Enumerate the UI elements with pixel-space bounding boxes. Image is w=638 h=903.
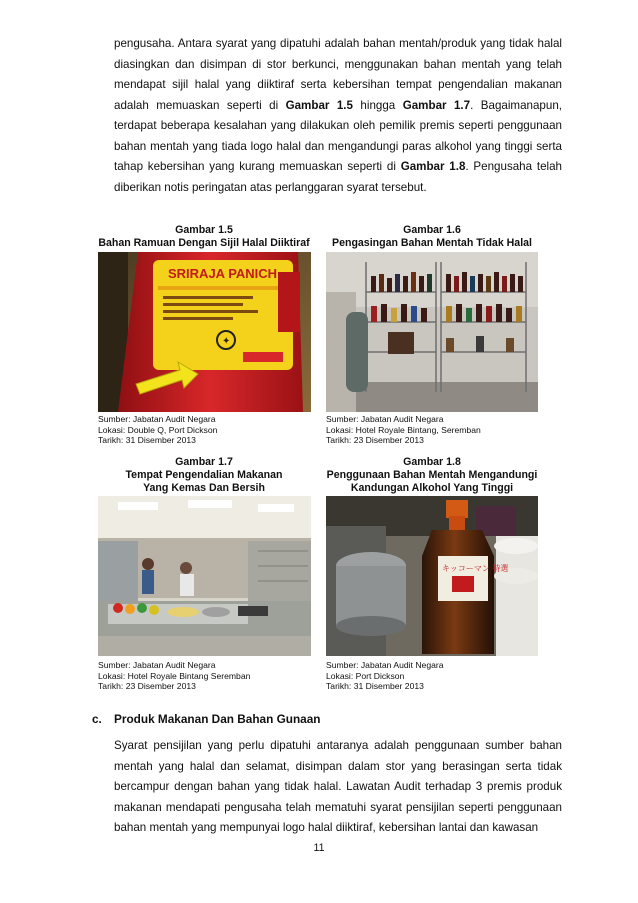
intro-text-2: hingga xyxy=(352,98,403,112)
figure-title: Bahan Ramuan Dengan Sijil Halal Diiktiraf xyxy=(98,237,310,249)
figure-title-line-2: Yang Kemas Dan Bersih xyxy=(143,482,265,494)
figure-1-7-photo xyxy=(98,496,311,656)
intro-text-3: . Bagaimanapun, terdapat beberapa kesalahan yang dilakukan oleh pemilik premis seperti penggunaan bahan mentah yang tiada logo halal dan mengandungi paras alkohol yang tinggi serta tahap kebersihan yang kurang memuaskan seperti di xyxy=(114,98,563,173)
figure-number: Gambar 1.5 xyxy=(175,224,233,236)
figure-number: Gambar 1.7 xyxy=(175,456,233,468)
figure-title-line-2: Kandungan Alkohol Yang Tinggi xyxy=(350,482,514,494)
bottle-label-text: SRIRAJA PANICH xyxy=(168,266,278,281)
section-c-body: Syarat pensijilan yang perlu dipatuhi antaranya adalah penggunaan sumber bahan mentah yang halal dan selamat, disimpan dalam stor yang berasingan serta tidak bercampur dengan bahan yang tidak halal. Lawatan Audit terhadap 3 premis produk makanan mendapati pengusaha telah mematuhi syarat pensijilan seperti penggunaan bahan mentah yang mempunyai logo halal diiktiraf, kebersihan lantai dan kawasan xyxy=(114,739,562,834)
figure-1-5-source: Sumber: Jabatan Audit Negara Lokasi: Double Q, Port Dickson Tarikh: 31 Disember 2013 xyxy=(98,414,218,446)
figure-number: Gambar 1.8 xyxy=(403,456,461,468)
ref-gambar-1-5: Gambar 1.5 xyxy=(285,98,353,112)
figure-1-8-photo xyxy=(326,496,538,656)
svg-text:✦: ✦ xyxy=(222,336,231,347)
figure-1-7-source: Sumber: Jabatan Audit Negara Lokasi: Hotel Royale Bintang Seremban Tarikh: 23 Disember 2013 xyxy=(98,660,251,692)
ref-gambar-1-7: Gambar 1.7 xyxy=(402,98,471,112)
figure-number: Gambar 1.6 xyxy=(403,224,461,236)
figure-title: Tempat Pengendalian Makanan xyxy=(125,469,283,481)
intro-text-1: pengusaha. Antara syarat yang dipatuhi adalah bahan mentah/produk yang tidak halal diasingkan dan disimpan di stor berkunci, menggunakan bahan mentah yang telah mendapat sijil halal yang diiktiraf serta kebersihan tempat pengendalian makanan adalah memuaskan seperti di xyxy=(114,37,562,112)
figure-title: Pengasingan Bahan Mentah Tidak Halal xyxy=(332,237,532,249)
figure-1-7-caption xyxy=(94,456,314,495)
intro-paragraph xyxy=(114,34,562,198)
figure-1-8-source: Sumber: Jabatan Audit Negara Lokasi: Port Dickson Tarikh: 31 Disember 2013 xyxy=(326,660,444,692)
figure-title: Penggunaan Bahan Mentah Mengandungi xyxy=(326,469,538,481)
section-title: Produk Makanan Dan Bahan Gunaan xyxy=(114,712,321,726)
intro-text-4: . Pengusaha telah diberikan notis peringatan atas perlanggaran syarat tersebut. xyxy=(114,160,562,194)
bottle-label-text: キッコーマン 特選 xyxy=(442,564,509,573)
page-number: 11 xyxy=(313,842,325,854)
figure-1-8-caption xyxy=(322,456,542,495)
section-c-heading xyxy=(92,712,321,726)
figure-1-6-caption xyxy=(322,224,542,250)
section-letter: c. xyxy=(92,712,102,726)
figure-1-5-caption xyxy=(94,224,314,250)
figure-1-6-photo xyxy=(326,252,538,412)
ref-gambar-1-8: Gambar 1.8 xyxy=(400,160,466,173)
figure-1-6-source: Sumber: Jabatan Audit Negara Lokasi: Hotel Royale Bintang, Seremban Tarikh: 23 Disember 2013 xyxy=(326,414,481,446)
figure-1-5-photo xyxy=(98,252,311,412)
